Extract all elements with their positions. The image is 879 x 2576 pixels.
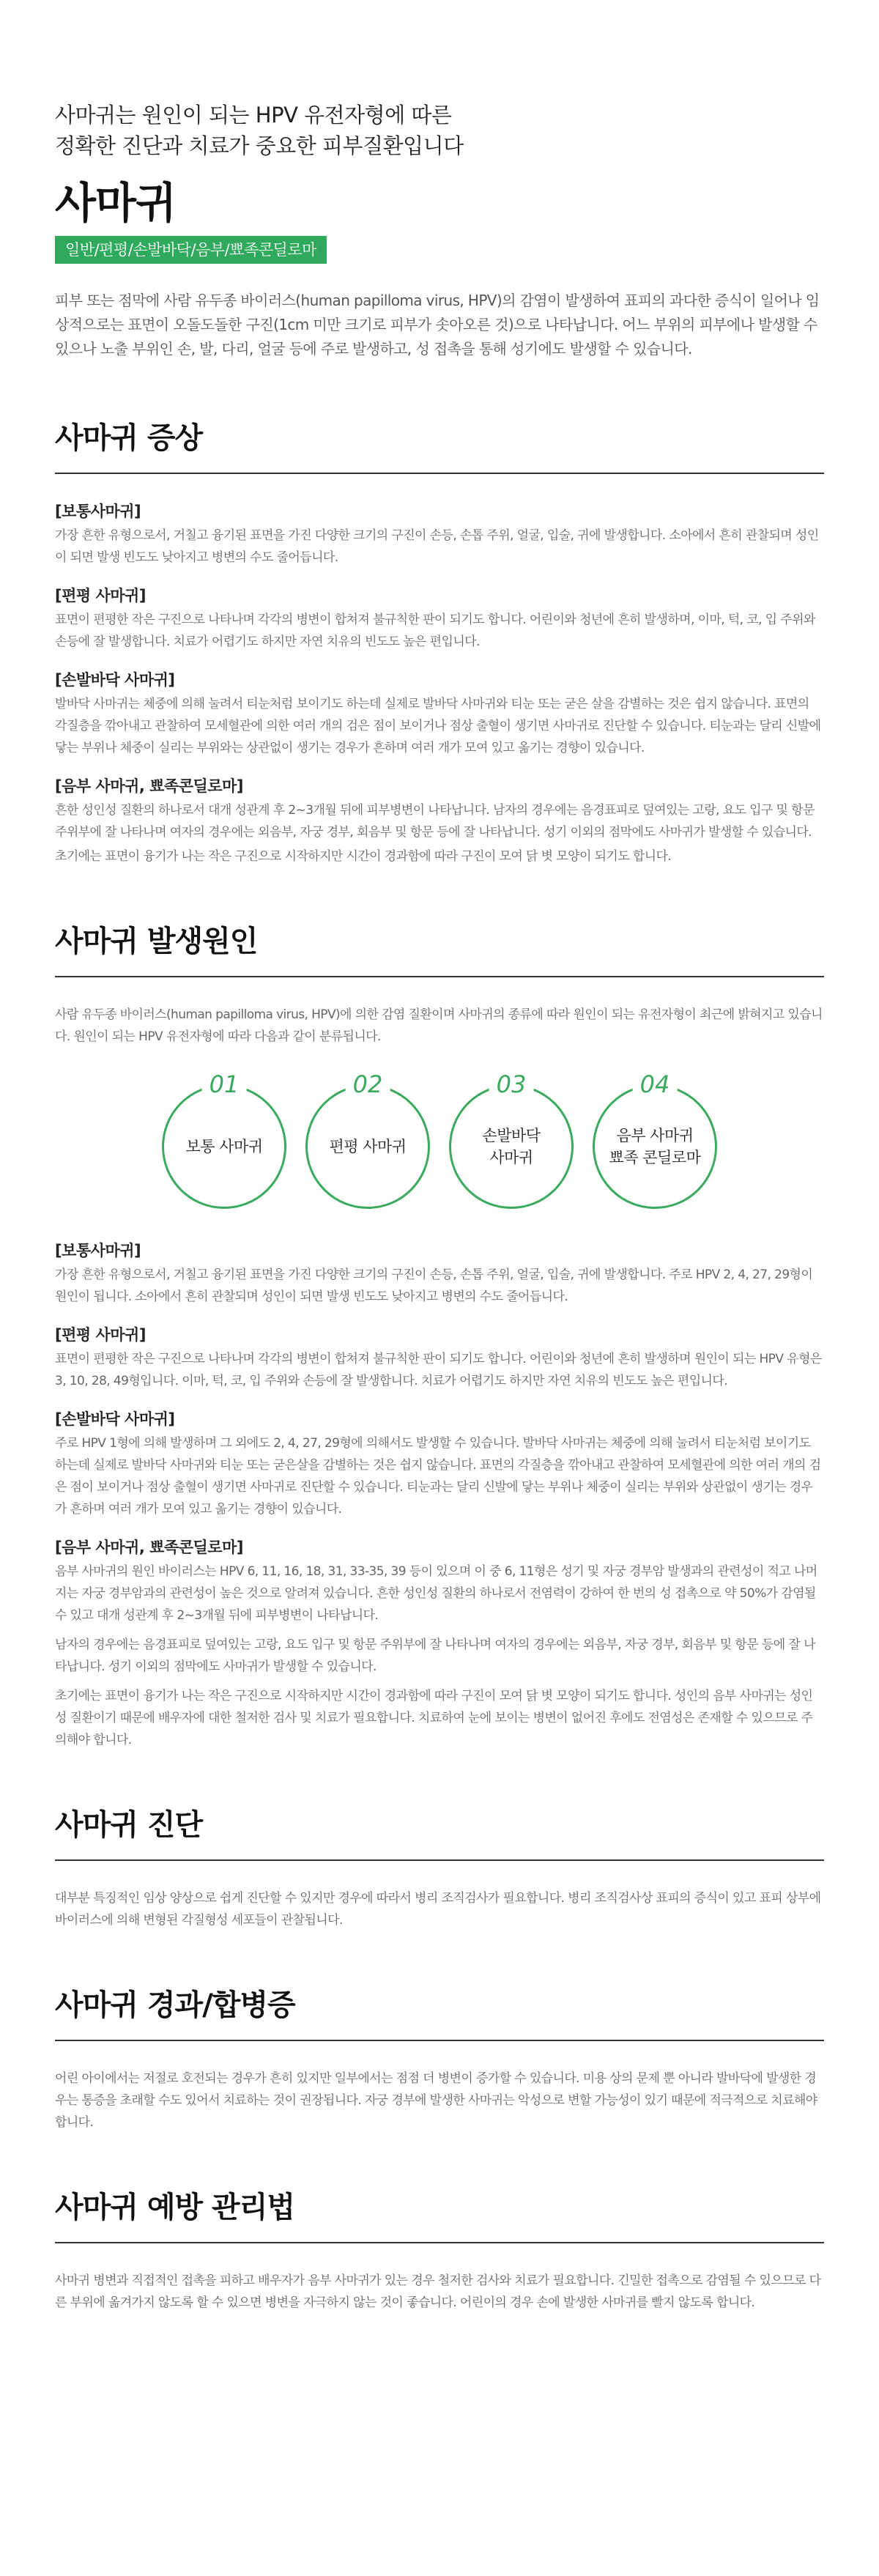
wart-type-circles <box>55 1070 824 1213</box>
cause-text-genital-3: 초기에는 표면이 융기가 나는 작은 구진으로 시작하지만 시간이 경과함에 따라 구진이 모여 닭 볏 모양이 되기도 합니다. 성인의 음부 사마귀는 성인성 질환이기 때문에 배우자에 대한 철저한 검사 및 치료가 필요합니다. 치료하여 눈에 보이는 병변이 없어진 후에도 전염성은 존재할 수 있으므로 주의해야 합니다. <box>55 1689 813 1747</box>
symptom-heading-genital: [음부 사마귀, 뾰족콘딜로마] <box>55 777 243 795</box>
causes-intro: 사람 유두종 바이러스(human papilloma virus, HPV)에 의한 감염 질환이며 사마귀의 종류에 따라 원인이 되는 유전자형이 최근에 밝혀지고 있습니다. 원인이 되는 HPV 유전자형에 따라 다음과 같이 분류됩니다. <box>55 1007 823 1044</box>
cause-text-flat: 표면이 편평한 작은 구진으로 나타나며 각각의 병변이 합쳐져 불규칙한 판이 되기도 합니다. 어린이와 청년에 흔히 발생하며 원인이 되는 HPV 유형은 3, 10, 28, 49형입니다. 이마, 턱, 코, 입 주위와 손등에 잘 발생합니다. 치료가 어렵기도 하지만 자연 치유의 빈도도 높은 편입니다. <box>55 1352 822 1388</box>
symptom-text-palmoplantar: 발바닥 사마귀는 체중에 의해 눌려서 티눈처럼 보이기도 하는데 실제로 발바닥 사마귀와 티눈 또는 굳은 살을 감별하는 것은 쉽지 않습니다. 표면의 각질층을 깎아내고 관찰하여 모세혈관에 의한 여러 개의 검은 점이 보이거나 점상 출혈이 생기면 사마귀로 진단할 수 있습니다. 티눈과는 달리 신발에 닿는 부위나 체중이 실리는 부위와는 상관없이 생기는 경우가 흔하며 여러 개가 모여 있고 옮기는 경향이 있습니다. <box>55 697 821 755</box>
symptom-text-genital-2: 초기에는 표면이 융기가 나는 작은 구진으로 시작하지만 시간이 경과함에 따라 구진이 모여 닭 볏 모양이 되기도 합니다. <box>55 849 672 864</box>
symptom-heading-common: [보통사마귀] <box>55 503 141 520</box>
diagnosis-text: 대부분 특징적인 임상 양상으로 쉽게 진단할 수 있지만 경우에 따라서 병리 조직검사가 필요합니다. 병리 조직검사상 표피의 증식이 있고 표피 상부에 바이러스에 의해 변형된 각질형성 세포들이 관찰됩니다. <box>55 1891 821 1928</box>
wart-type-item <box>156 1070 292 1213</box>
symptoms-section <box>55 420 824 867</box>
section-title-symptoms: 사마귀 증상 <box>55 420 824 474</box>
symptoms-list <box>55 500 824 867</box>
wart-type-item <box>300 1070 436 1213</box>
complications-section <box>55 1987 824 2133</box>
wart-type-label: 음부 사마귀 뾰족 콘딜로마 <box>609 1127 701 1166</box>
wart-type-label: 편평 사마귀 <box>329 1138 407 1155</box>
wart-type-number: 04 <box>633 1071 678 1098</box>
section-title-diagnosis: 사마귀 진단 <box>55 1807 824 1861</box>
intro-subtitle-line2: 정확한 진단과 치료가 중요한 피부질환입니다 <box>55 133 464 158</box>
intro-subtitle-line1: 사마귀는 원인이 되는 HPV 유전자형에 따른 <box>55 103 452 127</box>
wart-type-number: 02 <box>346 1071 390 1098</box>
section-title-complications: 사마귀 경과/합병증 <box>55 1987 824 2041</box>
cause-heading-genital: [음부 사마귀, 뾰족콘딜로마] <box>55 1539 243 1556</box>
wart-type-circle <box>593 1084 717 1209</box>
prevention-section <box>55 2189 824 2314</box>
wart-type-label: 손발바닥 사마귀 <box>482 1127 541 1166</box>
content <box>55 0 824 2314</box>
symptom-heading-flat: [편평 사마귀] <box>55 587 146 604</box>
diagnosis-section <box>55 1807 824 1931</box>
cause-text-genital-2: 남자의 경우에는 음경표피로 덮여있는 고랑, 요도 입구 및 항문 주위부에 잘 나타나며 여자의 경우에는 외음부, 자궁 경부, 회음부 및 항문 등에 잘 나타납니다. 성기 이외의 점막에도 사마귀가 발생할 수 있습니다. <box>55 1637 815 1674</box>
symptom-text-genital: 흔한 성인성 질환의 하나로서 대개 성관계 후 2~3개월 뒤에 피부병변이 나타납니다. 남자의 경우에는 음경표피로 덮여있는 고랑, 요도 입구 및 항문 주위부에 잘 나타나며 여자의 경우에는 외음부, 자궁 경부, 회음부 및 항문 등에 잘 나타납니다. 성기 이외의 점막에도 사마귀가 발생할 수 있습니다. <box>55 803 815 840</box>
causes-list <box>55 1240 824 1751</box>
wart-type-circle <box>305 1084 430 1209</box>
symptom-heading-palmoplantar: [손발바닥 사마귀] <box>55 671 175 689</box>
cause-heading-palmoplantar: [손발바닥 사마귀] <box>55 1410 175 1428</box>
wart-type-label: 보통 사마귀 <box>185 1138 263 1155</box>
cause-text-genital: 음부 사마귀의 원인 바이러스는 HPV 6, 11, 16, 18, 31, 33-35, 39 등이 있으며 이 중 6, 11형은 성기 및 자궁 경부암 발생과의 관련성이 적고 나머지는 자궁 경부암과의 관련성이 높은 것으로 알려져 있습니다. 흔한 성인성 질환의 하나로서 전염력이 강하여 한 번의 성 접촉으로 약 50%가 감염될 수 있고 대개 성관계 후 2~3개월 뒤에 피부병변이 나타납니다. <box>55 1564 817 1623</box>
cause-heading-common: [보통사마귀] <box>55 1242 141 1259</box>
intro-description: 피부 또는 점막에 사람 유두종 바이러스(human papilloma virus, HPV)의 감염이 발생하여 표피의 과다한 증식이 일어나 임상적으로는 표면이 오돌도돌한 구진(1cm 미만 크기로 피부가 솟아오른 것)으로 나타납니다. 어느 부위의 피부에나 발생할 수 있으나 노출 부위인 손, 발, 다리, 얼굴 등에 주로 발생하고, 성 접촉을 통해 성기에도 발생할 수 있습니다. <box>55 292 820 358</box>
prevention-text: 사마귀 병변과 직접적인 접촉을 피하고 배우자가 음부 사마귀가 있는 경우 철저한 검사와 치료가 필요합니다. 긴밀한 접촉으로 감염될 수 있으므로 다른 부위에 옮겨가지 않도록 할 수 있으면 병변을 자극하지 않는 것이 좋습니다. 어린이의 경우 손에 발생한 사마귀를 빨지 않도록 합니다. <box>55 2273 821 2310</box>
symptom-text-common: 가장 흔한 유형으로서, 거칠고 융기된 표면을 가진 다양한 크기의 구진이 손등, 손톱 주위, 얼굴, 입술, 귀에 발생합니다. 소아에서 흔히 관찰되며 성인이 되면 발생 빈도도 낮아지고 병변의 수도 줄어듭니다. <box>55 528 819 565</box>
causes-section <box>55 923 824 1751</box>
wart-type-circle <box>449 1084 574 1209</box>
wart-type-number: 01 <box>202 1071 247 1098</box>
category-badge: 일반/편평/손발바닥/음부/뾰족콘딜로마 <box>55 236 327 264</box>
cause-text-common: 가장 흔한 유형으로서, 거칠고 융기된 표면을 가진 다양한 크기의 구진이 손등, 손톱 주위, 얼굴, 입술, 귀에 발생합니다. 주로 HPV 2, 4, 27, 29형이 원인이 됩니다. 소아에서 흔히 관찰되며 성인이 되면 발생 빈도도 낮아지고 병변의 수도 줄어듭니다. <box>55 1267 813 1304</box>
intro-section <box>55 100 824 361</box>
wart-type-item <box>587 1070 723 1213</box>
page-title: 사마귀 <box>55 178 177 228</box>
cause-heading-flat: [편평 사마귀] <box>55 1326 146 1344</box>
symptom-text-flat: 표면이 편평한 작은 구진으로 나타나며 각각의 병변이 합쳐져 불규칙한 판이 되기도 합니다. 어린이와 청년에 흔히 발생하며, 이마, 턱, 코, 입 주위와 손등에 잘 발생합니다. 치료가 어렵기도 하지만 자연 치유의 빈도도 높은 편입니다. <box>55 612 815 649</box>
intro-subtitle <box>55 100 824 161</box>
cause-text-palmoplantar: 주로 HPV 1형에 의해 발생하며 그 외에도 2, 4, 27, 29형에 의해서도 발생할 수 있습니다. 발바닥 사마귀는 체중에 의해 눌려서 티눈처럼 보이기도 하는데 실제로 발바닥 사마귀와 티눈 또는 굳은살을 감별하는 것은 쉽지 않습니다. 표면의 각질층을 깎아내고 관찰하여 모세혈관에 의한 여러 개의 검은 점이 보이거나 점상 출혈이 생기면 사마귀로 진단할 수 있습니다. 티눈과는 달리 신발에 닿는 부위나 체중이 실리는 부위와 상관없이 생기는 경우가 흔하며 여러 개가 모여 있고 옮기는 경향이 있습니다. <box>55 1436 821 1517</box>
wart-type-item <box>443 1070 579 1213</box>
wart-type-number: 03 <box>489 1071 534 1098</box>
section-title-prevention: 사마귀 예방 관리법 <box>55 2189 824 2243</box>
complications-text: 어린 아이에서는 저절로 호전되는 경우가 흔히 있지만 일부에서는 점점 더 병변이 증가할 수 있습니다. 미용 상의 문제 뿐 아니라 발바닥에 발생한 경우는 통증을 초래할 수도 있어서 치료하는 것이 권장됩니다. 자궁 경부에 발생한 사마귀는 악성으로 변할 가능성이 있기 때문에 적극적으로 치료해야 합니다. <box>55 2071 817 2130</box>
section-title-causes: 사마귀 발생원인 <box>55 923 824 977</box>
wart-type-circle <box>162 1084 286 1209</box>
